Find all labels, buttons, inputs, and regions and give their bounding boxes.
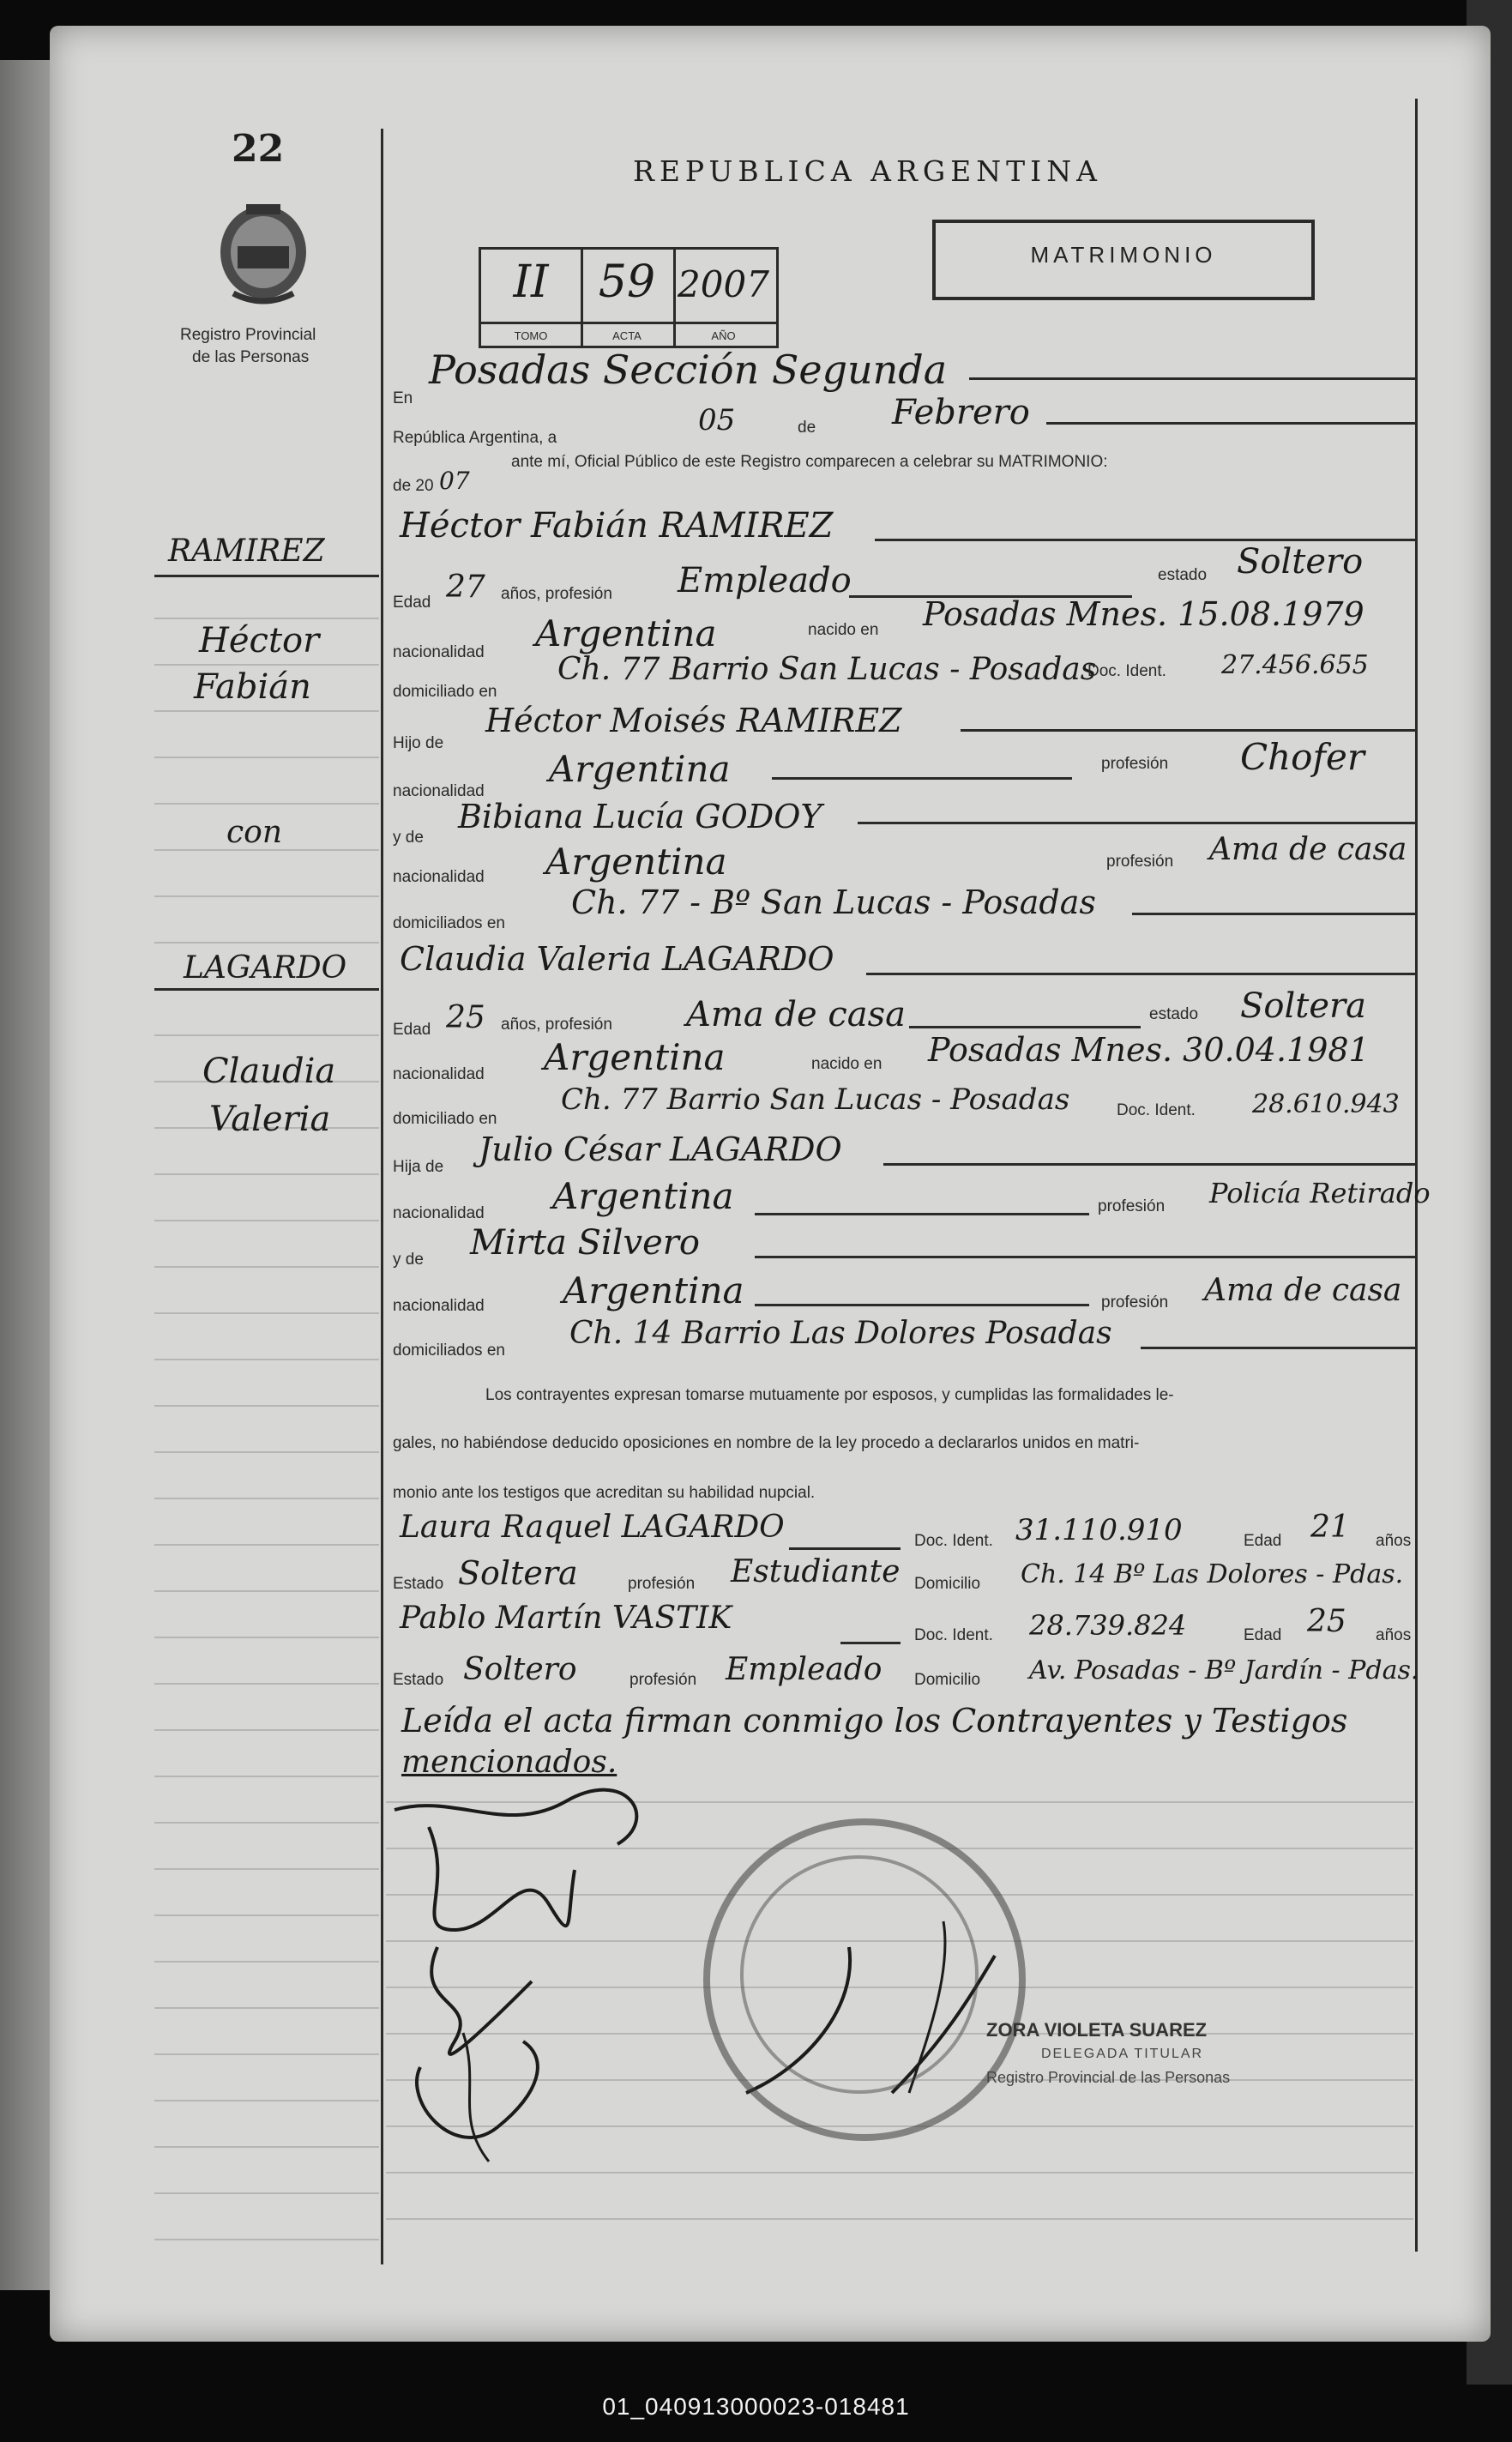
declaration-line2: gales, no habiéndose deducido oposiciones en nombre de la ley procedo a declararlos unidos en matri- (393, 1434, 1140, 1452)
groom-status: Soltero (1237, 542, 1364, 582)
bride-father: Julio César LAGARDO (479, 1131, 842, 1168)
ruled-line (154, 618, 379, 619)
page-number: 22 (232, 127, 285, 171)
registry-name-line2: de las Personas (192, 348, 310, 366)
appearance-statement: ante mí, Oficial Público de este Registro comparecen a celebrar su MATRIMONIO: (511, 453, 1108, 471)
ruled-line (154, 1405, 379, 1407)
right-rule (1415, 99, 1418, 2252)
ruled-line (154, 942, 379, 944)
footer-code: 01_040913000023-018481 (602, 2393, 910, 2420)
groom-birthplace: Posadas Mnes. 15.08.1979 (923, 595, 1364, 633)
margin-bride-surname: LAGARDO (184, 950, 347, 986)
witness-1-age: 21 (1310, 1510, 1350, 1545)
anos-profesion-label: años, profesión (501, 1016, 612, 1034)
groom-father: Héctor Moisés RAMIREZ (485, 702, 902, 739)
domiciliados-en-label: domiciliados en (393, 914, 505, 932)
year-prefix: de 20 (393, 477, 434, 495)
y-de-label: y de (393, 829, 424, 847)
registry-name-line1: Registro Provincial (180, 326, 316, 344)
profesion-label: profesión (1101, 1293, 1169, 1311)
groom-father-nationality: Argentina (549, 748, 731, 790)
ruled-line (154, 1822, 379, 1824)
nacido-en-label: nacido en (808, 621, 879, 639)
domicilio-label: Domicilio (914, 1575, 981, 1593)
fill-line (789, 1547, 901, 1550)
ruled-line (154, 803, 379, 805)
bride-mother-nationality: Argentina (563, 1269, 744, 1311)
ruled-line (154, 1266, 379, 1268)
profesion-label: profesión (1098, 1197, 1166, 1215)
margin-divider (154, 575, 379, 577)
doc-ident-label: Doc. Ident. (1087, 662, 1166, 680)
nacionalidad-label: nacionalidad (393, 1065, 485, 1083)
fill-line (755, 1256, 1415, 1258)
margin-bride-given1: Claudia (202, 1052, 336, 1091)
edad-label: Edad (393, 1021, 431, 1039)
acta-label: ACTA (612, 329, 642, 342)
witness-2-age: 25 (1307, 1604, 1346, 1639)
place: Posadas Sección Segunda (429, 347, 948, 393)
ruled-line (154, 1034, 379, 1036)
fill-line (866, 973, 1415, 975)
witness-1-doc-id: 31.110.910 (1015, 1513, 1183, 1547)
groom-nationality: Argentina (535, 612, 717, 654)
nacionalidad-label: nacionalidad (393, 782, 485, 800)
anos-profesion-label: años, profesión (501, 585, 612, 603)
profesion-label: profesión (629, 1671, 697, 1689)
ruled-line (154, 895, 379, 897)
nacionalidad-label: nacionalidad (393, 1297, 485, 1315)
nacionalidad-label: nacionalidad (393, 643, 485, 661)
margin-groom-surname: RAMIREZ (168, 534, 325, 569)
bride-mother: Mirta Silvero (470, 1223, 700, 1263)
fill-line (858, 822, 1415, 824)
ruled-line (154, 757, 379, 758)
bride-address: Ch. 77 Barrio San Lucas - Posadas (561, 1082, 1070, 1117)
bride-status: Soltera (1240, 986, 1366, 1026)
hijo-de-label: Hijo de (393, 734, 444, 752)
fill-line (755, 1304, 1089, 1306)
ruled-line (154, 1498, 379, 1499)
bride-birthplace: Posadas Mnes. 30.04.1981 (928, 1031, 1370, 1069)
tomo-label: TOMO (514, 329, 548, 342)
margin-connector: con (226, 815, 283, 850)
day: 05 (698, 403, 736, 437)
bride-doc-id: 28.610.943 (1252, 1089, 1400, 1119)
fill-line (961, 729, 1415, 732)
anos-label: años (1376, 1626, 1412, 1644)
provincial-coat-of-arms (199, 199, 328, 311)
nacionalidad-label: nacionalidad (393, 1204, 485, 1222)
bride-father-nationality: Argentina (552, 1175, 734, 1217)
margin-groom-given2: Fabián (194, 667, 311, 707)
profesion-label: profesión (1106, 853, 1174, 871)
ruled-line (154, 710, 379, 712)
doc-ident-label: Doc. Ident. (1117, 1101, 1196, 1119)
tomo-value: II (513, 256, 549, 308)
ruled-line (154, 1451, 379, 1453)
ruled-line (154, 2146, 379, 2148)
estado-label: Estado (393, 1575, 444, 1593)
ruled-line (154, 1312, 379, 1314)
profesion-label: profesión (1101, 755, 1169, 773)
edad-label: Edad (393, 594, 431, 612)
ruled-line (154, 1868, 379, 1870)
year-suffix: 07 (439, 467, 470, 495)
groom-mother-nationality: Argentina (545, 841, 727, 883)
witness-1-profession: Estudiante (731, 1554, 901, 1589)
de-label: de (798, 419, 816, 437)
official-office: Registro Provincial de las Personas (986, 2069, 1231, 2086)
domicilio-label: Domicilio (914, 1671, 981, 1689)
country-heading: REPUBLICA ARGENTINA (633, 154, 1102, 188)
ruled-line (154, 1776, 379, 1777)
record-type-box (932, 220, 1315, 300)
ruled-line (154, 2100, 379, 2101)
groom-doc-id: 27.456.655 (1221, 650, 1369, 680)
anio-value: 2007 (678, 263, 769, 305)
groom-profession: Empleado (678, 561, 852, 600)
bride-parents-address: Ch. 14 Barrio Las Dolores Posadas (569, 1316, 1112, 1351)
edad-label: Edad (1244, 1626, 1282, 1644)
republica-label: República Argentina, a (393, 429, 557, 447)
y-de-label: y de (393, 1251, 424, 1269)
ruled-line (386, 2218, 1413, 2220)
fill-line (969, 377, 1415, 380)
fill-line (909, 1026, 1141, 1028)
bride-profession: Ama de casa (686, 995, 906, 1034)
declaration-line1: Los contrayentes expresan tomarse mutuamente por esposos, y cumplidas las formalidades le- (485, 1386, 1174, 1404)
hija-de-label: Hija de (393, 1158, 444, 1176)
record-type: MATRIMONIO (1030, 242, 1217, 268)
domiciliado-en-label: domiciliado en (393, 1110, 497, 1128)
fill-line (772, 777, 1072, 780)
edad-label: Edad (1244, 1532, 1282, 1550)
bride-nationality: Argentina (544, 1036, 726, 1078)
ruled-line (154, 2192, 379, 2194)
anio-label: AÑO (711, 329, 736, 342)
fill-line (840, 1642, 901, 1644)
domiciliados-en-label: domiciliados en (393, 1342, 505, 1360)
witness-1-name: Laura Raquel LAGARDO (400, 1510, 785, 1545)
ruled-line (154, 1544, 379, 1546)
margin-divider (154, 988, 379, 991)
ruled-line (154, 1914, 379, 1916)
bride-father-profession: Policía Retirado (1209, 1177, 1431, 1209)
groom-full-name: Héctor Fabián RAMIREZ (400, 506, 834, 546)
estado-label: Estado (393, 1671, 444, 1689)
fill-line (1046, 422, 1415, 425)
witness-2-address: Av. Posadas - Bº Jardín - Pdas. (1029, 1655, 1419, 1685)
ruled-line (154, 1590, 379, 1592)
fill-line (1141, 1347, 1415, 1349)
margin-groom-given1: Héctor (199, 621, 320, 660)
witness-1-status: Soltera (458, 1554, 578, 1592)
fill-line (875, 539, 1415, 541)
record-number-box (479, 247, 779, 348)
witness-2-doc-id: 28.739.824 (1029, 1609, 1187, 1642)
domiciliado-en-label: domiciliado en (393, 683, 497, 701)
declaration-line3: monio ante los testigos que acreditan su habilidad nupcial. (393, 1484, 816, 1502)
groom-parents-address: Ch. 77 - Bº San Lucas - Posadas (571, 883, 1096, 921)
groom-father-profession: Chofer (1240, 736, 1364, 778)
doc-ident-label: Doc. Ident. (914, 1532, 993, 1550)
ruled-line (154, 1220, 379, 1221)
fill-line (1132, 913, 1415, 915)
bride-age: 25 (446, 1000, 485, 1035)
bride-full-name: Claudia Valeria LAGARDO (400, 940, 834, 978)
ruled-line (154, 1173, 379, 1175)
estado-label: estado (1158, 566, 1208, 584)
official-name: ZORA VIOLETA SUAREZ (986, 2019, 1208, 2041)
closing-line1: Leída el acta firman conmigo los Contrayentes y Testigos (401, 1702, 1348, 1740)
ruled-line (154, 1729, 379, 1731)
ruled-line (154, 1683, 379, 1685)
groom-mother-profession: Ama de casa (1209, 832, 1407, 867)
witness-2-status: Soltero (463, 1652, 577, 1687)
ruled-line (154, 1961, 379, 1963)
ruled-line (154, 2053, 379, 2055)
ruled-line (154, 1637, 379, 1638)
acta-value: 59 (598, 256, 656, 308)
month: Febrero (892, 393, 1030, 432)
official-title: DELEGADA TITULAR (1041, 2047, 1204, 2061)
closing-line2: mencionados. (401, 1745, 617, 1780)
profesion-label: profesión (628, 1575, 696, 1593)
doc-ident-label: Doc. Ident. (914, 1626, 993, 1644)
witness-1-address: Ch. 14 Bº Las Dolores - Pdas. (1021, 1559, 1404, 1589)
ruled-line (154, 2239, 379, 2240)
bride-mother-profession: Ama de casa (1204, 1273, 1402, 1308)
margin-bride-given2: Valeria (209, 1100, 331, 1139)
official-seal (703, 1818, 1026, 2141)
witness-2-profession: Empleado (726, 1652, 883, 1687)
groom-age: 27 (446, 570, 485, 605)
fill-line (755, 1213, 1089, 1215)
ruled-line (154, 1359, 379, 1360)
anos-label: años (1376, 1532, 1412, 1550)
witness-2-name: Pablo Martín VASTIK (400, 1601, 732, 1636)
nacido-en-label: nacido en (811, 1055, 883, 1073)
fill-line (883, 1163, 1415, 1166)
nacionalidad-label: nacionalidad (393, 868, 485, 886)
en-label: En (393, 389, 413, 407)
groom-mother: Bibiana Lucía GODOY (458, 798, 822, 835)
estado-label: estado (1149, 1005, 1199, 1023)
groom-address: Ch. 77 Barrio San Lucas - Posadas (557, 652, 1097, 687)
ruled-line (154, 2007, 379, 2009)
ruled-line (154, 664, 379, 666)
